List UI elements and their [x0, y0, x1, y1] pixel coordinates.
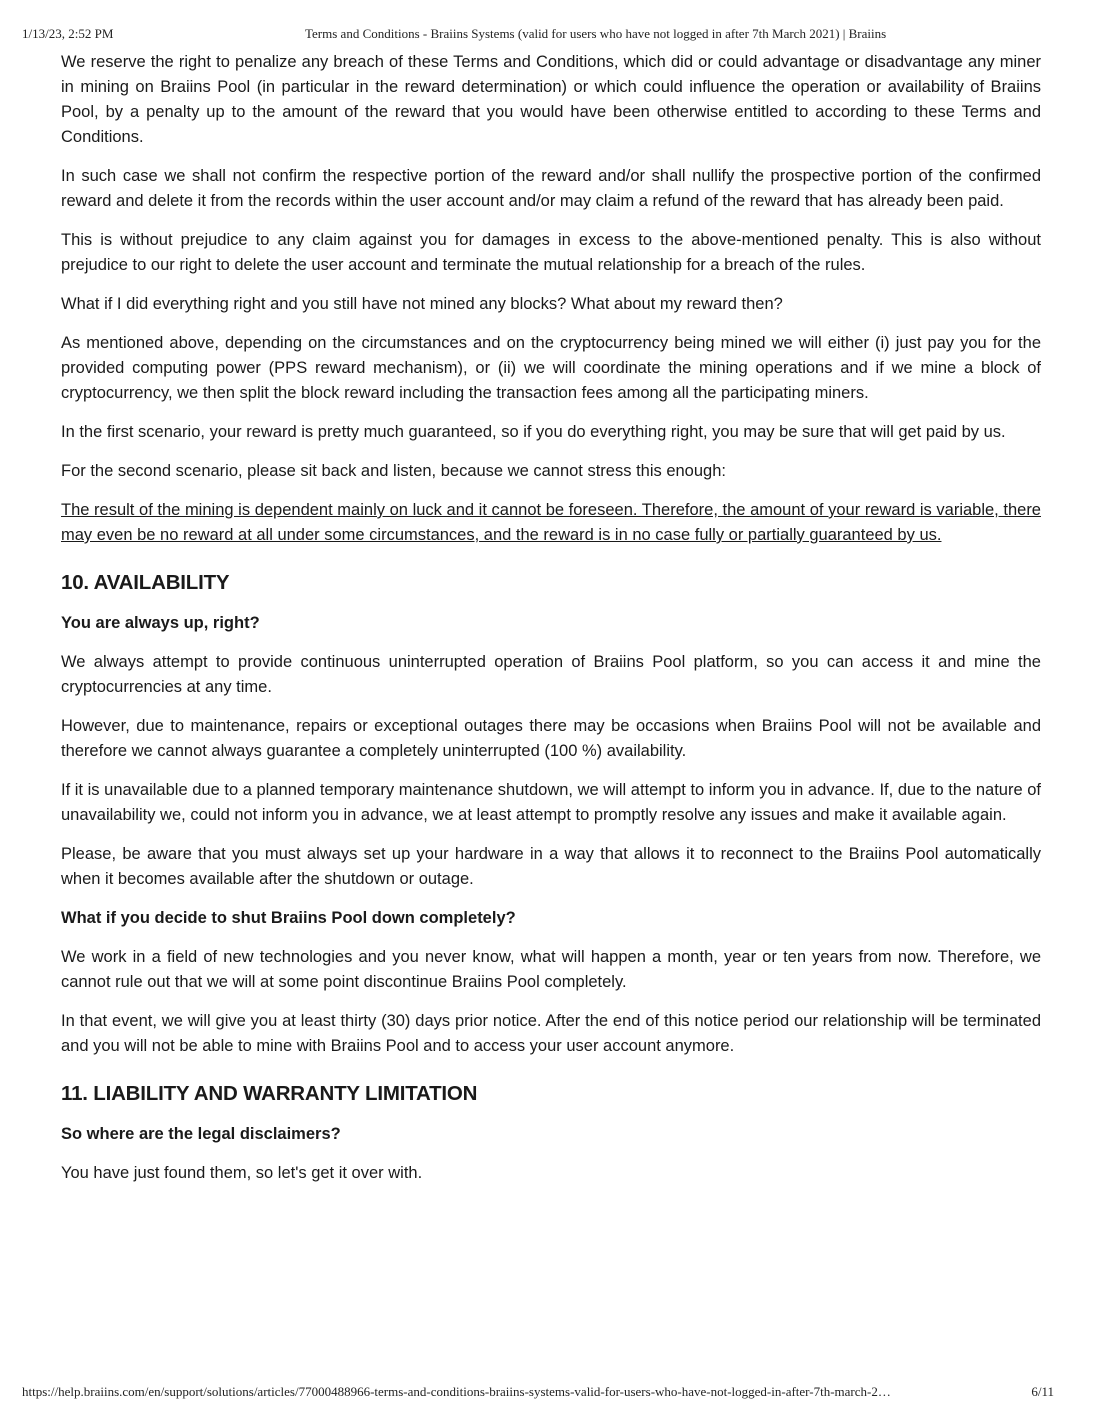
- paragraph-without-prejudice: This is without prejudice to any claim against you for damages in excess to the above-mentioned penalty. This is also without prejudice to our right to delete the user account and terminate the mutual relationship for a breach of the rules.: [61, 231, 1041, 274]
- paragraph-reward-nullify: In such case we shall not confirm the respective portion of the reward and/or shall nullify the prospective portion of the confirmed reward and delete it from the records within the user account and/or may claim a refund of the reward that has already been paid.: [61, 167, 1041, 210]
- question-legal-disclaimers: So where are the legal disclaimers?: [61, 1125, 341, 1143]
- print-footer: [0, 1384, 1100, 1402]
- paragraph-continuous-operation: We always attempt to provide continuous uninterrupted operation of Braiins Pool platform, so you can access it and mine the cryptocurrencies at any time.: [61, 653, 1041, 696]
- paragraph-luck-disclaimer: The result of the mining is dependent mainly on luck and it cannot be foreseen. Therefore, the amount of your reward is variable, there may even be no reward at all under some circumstances, and the reward is in no case fully or partially guaranteed by us.: [61, 501, 1041, 544]
- article-body: [61, 50, 1041, 1200]
- paragraph-first-scenario: In the first scenario, your reward is pretty much guaranteed, so if you do everything right, you may be sure that will get paid by us.: [61, 423, 1006, 441]
- print-url: https://help.braiins.com/en/support/solutions/articles/77000488966-terms-and-conditions-braiins-systems-valid-for-users-who-have-not-logged-in-after-7th-march-2…: [22, 1384, 891, 1399]
- section-heading-availability: 10. AVAILABILITY: [61, 571, 230, 594]
- paragraph-penalty: We reserve the right to penalize any breach of these Terms and Conditions, which did or could advantage or disadvantage any miner in mining on Braiins Pool (in particular in the reward determination) or which could influence the operation or availability of Braiins Pool, by a penalty up to the amount of the reward that you would have been otherwise entitled to according to these Terms and Conditions.: [61, 53, 1041, 146]
- print-page-title: Terms and Conditions - Braiins Systems (valid for users who have not logged in after 7th March 2021) | Braiins: [305, 26, 887, 41]
- page-number: 6/11: [1031, 1384, 1054, 1399]
- section-heading-liability: 11. LIABILITY AND WARRANTY LIMITATION: [61, 1082, 478, 1105]
- paragraph-hardware-reconnect: Please, be aware that you must always set up your hardware in a way that allows it to reconnect to the Braiins Pool automatically when it becomes available after the shutdown or outage.: [61, 845, 1041, 888]
- print-datetime: 1/13/23, 2:52 PM: [22, 26, 114, 41]
- print-header: [0, 26, 1100, 44]
- paragraph-question-no-blocks: What if I did everything right and you still have not mined any blocks? What about my reward then?: [61, 295, 783, 313]
- paragraph-reward-mechanisms: As mentioned above, depending on the circumstances and on the cryptocurrency being mined we will either (i) just pay you for the provided computing power (PPS reward mechanism), or (ii) we will coordinate the mining operations and if we mine a block of cryptocurrency, we then split the block reward including the transaction fees among all the participating miners.: [61, 334, 1041, 402]
- question-always-up: You are always up, right?: [61, 614, 260, 632]
- paragraph-prior-notice: In that event, we will give you at least thirty (30) days prior notice. After the end of this notice period our relationship will be terminated and you will not be able to mine with Braiins Pool and to access your user account anymore.: [61, 1012, 1041, 1055]
- paragraph-new-technologies: We work in a field of new technologies and you never know, what will happen a month, year or ten years from now. Therefore, we cannot rule out that we will at some point discontinue Braiins Pool completely.: [61, 948, 1041, 991]
- paragraph-second-scenario: For the second scenario, please sit back and listen, because we cannot stress this enough:: [61, 462, 726, 480]
- paragraph-maintenance: However, due to maintenance, repairs or exceptional outages there may be occasions when Braiins Pool will not be available and therefore we cannot always guarantee a completely uninterrupted (100 %) availability.: [61, 717, 1041, 760]
- paragraph-planned-shutdown: If it is unavailable due to a planned temporary maintenance shutdown, we will attempt to inform you in advance. If, due to the nature of unavailability we, could not inform you in advance, we at least attempt to promptly resolve any issues and make it available again.: [61, 781, 1041, 824]
- paragraph-found-them: You have just found them, so let's get it over with.: [61, 1164, 423, 1182]
- question-shut-down: What if you decide to shut Braiins Pool down completely?: [61, 909, 516, 927]
